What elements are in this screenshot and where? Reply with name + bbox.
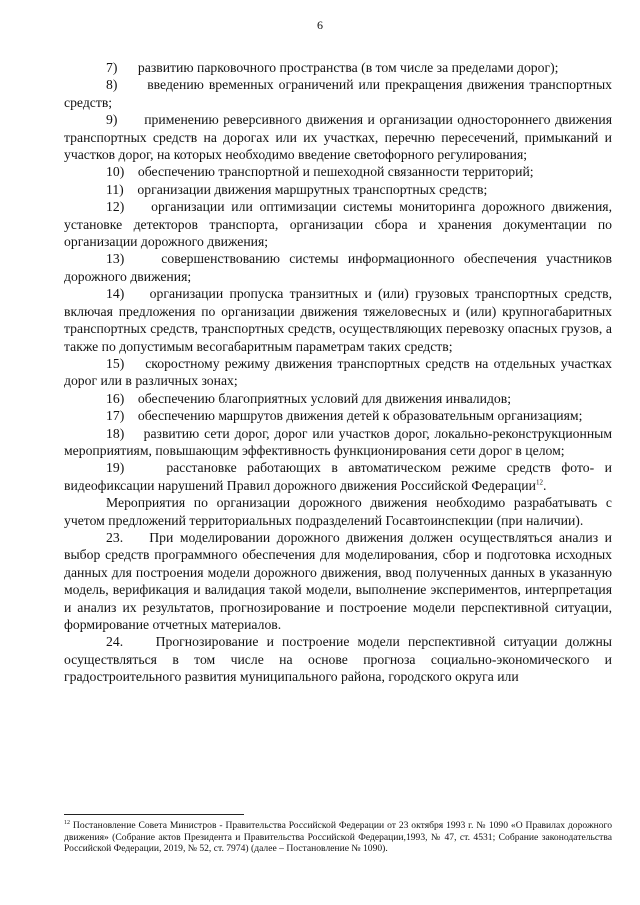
paragraph-24: 24. Прогнозирование и построение модели перспективной ситуации должны осуществляться в том числе на основе прогноза социально-экономического и градостроительного развития муниципального района, городского округа или bbox=[64, 634, 612, 685]
paragraph-measures: Мероприятия по организации дорожного движения необходимо разрабатывать с учетом предложений территориальных подразделений Госавтоинспекции (при наличии). bbox=[64, 495, 612, 528]
paragraph-item-14: 14) организации пропуска транзитных и (или) грузовых транспортных средств, включая предложения по организации движения тяжеловесных и (или) крупногабаритных транспортных средств, транспортных средств, осуществляющих перевозку опасных грузов, а также по допустимым весогабаритным параметрам таких средств; bbox=[64, 286, 612, 354]
paragraph-item-16: 16) обеспечению благоприятных условий для движения инвалидов; bbox=[106, 390, 512, 406]
footnote-divider bbox=[64, 814, 244, 815]
paragraph-item-9: 9) применению реверсивного движения и организации одностороннего движения транспортных средств на дорогах или их участках, перечню пересечений, примыканий и участков дорог, на которых необходимо введение светофорного регулирования; bbox=[64, 112, 612, 163]
paragraph-item-15: 15) скоростному режиму движения транспортных средств на отдельных участках дорог или в различных зонах; bbox=[64, 355, 612, 389]
paragraph-item-7: 7) развитию парковочного пространства (в том числе за пределами дорог); bbox=[106, 60, 559, 75]
paragraph-item-18: 18) развитию сети дорог, дорог или участков дорог, локально-реконструкционным мероприятиям, повышающим эффективность функционирования сети дорог в целом; bbox=[64, 425, 612, 458]
paragraph-item-11: 11) организации движения маршрутных транспортных средств; bbox=[106, 181, 488, 197]
paragraph-item-19: 19) расстановке работающих в автоматическом режиме средств фото- и видеофиксации нарушений Правил дорожного движения Российской Федерации$^{12}$. bbox=[64, 460, 612, 493]
paragraph-item-17: 17) обеспечению маршрутов движения детей к образовательным организациям; bbox=[106, 408, 583, 424]
paragraph-item-12: 12) организации или оптимизации системы мониторинга дорожного движения, установке детекторов транспорта, организации сбора и хранения документации по организации дорожного движения; bbox=[64, 199, 612, 250]
paragraph-item-8: 8) введению временных ограничений или прекращения движения транспортных средств; bbox=[64, 77, 612, 110]
page-number: 6 bbox=[317, 18, 323, 32]
footnote-marker: 12 bbox=[64, 819, 70, 826]
footnote bbox=[64, 820, 612, 855]
paragraph-23: 23. При моделировании дорожного движения должен осуществляться анализ и выбор средств программного обеспечения для моделирования, сбор и подготовка исходных данных для построения модели дорожного движения, ввод полученных данных в указанную модель, верификация и валидация такой модели, выполнение экспериментов, интерпретация и анализ их результатов, прогнозирование и построение модели перспективной ситуации, формирование отчетных материалов. bbox=[64, 529, 612, 632]
footnote-ref[interactable]: 12 bbox=[535, 478, 543, 487]
paragraph-item-10: 10) обеспечению транспортной и пешеходной связанности территорий; bbox=[106, 164, 534, 180]
paragraph-item-13: 13) совершенствованию системы информационного обеспечения участников дорожного движения; bbox=[64, 251, 612, 284]
document-body bbox=[64, 59, 612, 686]
footnote-text: $^{12}$ Постановление Совета Министров - Правительства Российской Федерации от 23 октября 1993 г. № 1090 «О Правилах дорожного движения» (Собрание актов Президента и Правительства Российской Федерации,1993, № 47, ст. 4531; Собрание законодательства Российской Федерации, 2019, № 52, ст. 7974) (далее – Постановление № 1090). bbox=[64, 819, 612, 855]
